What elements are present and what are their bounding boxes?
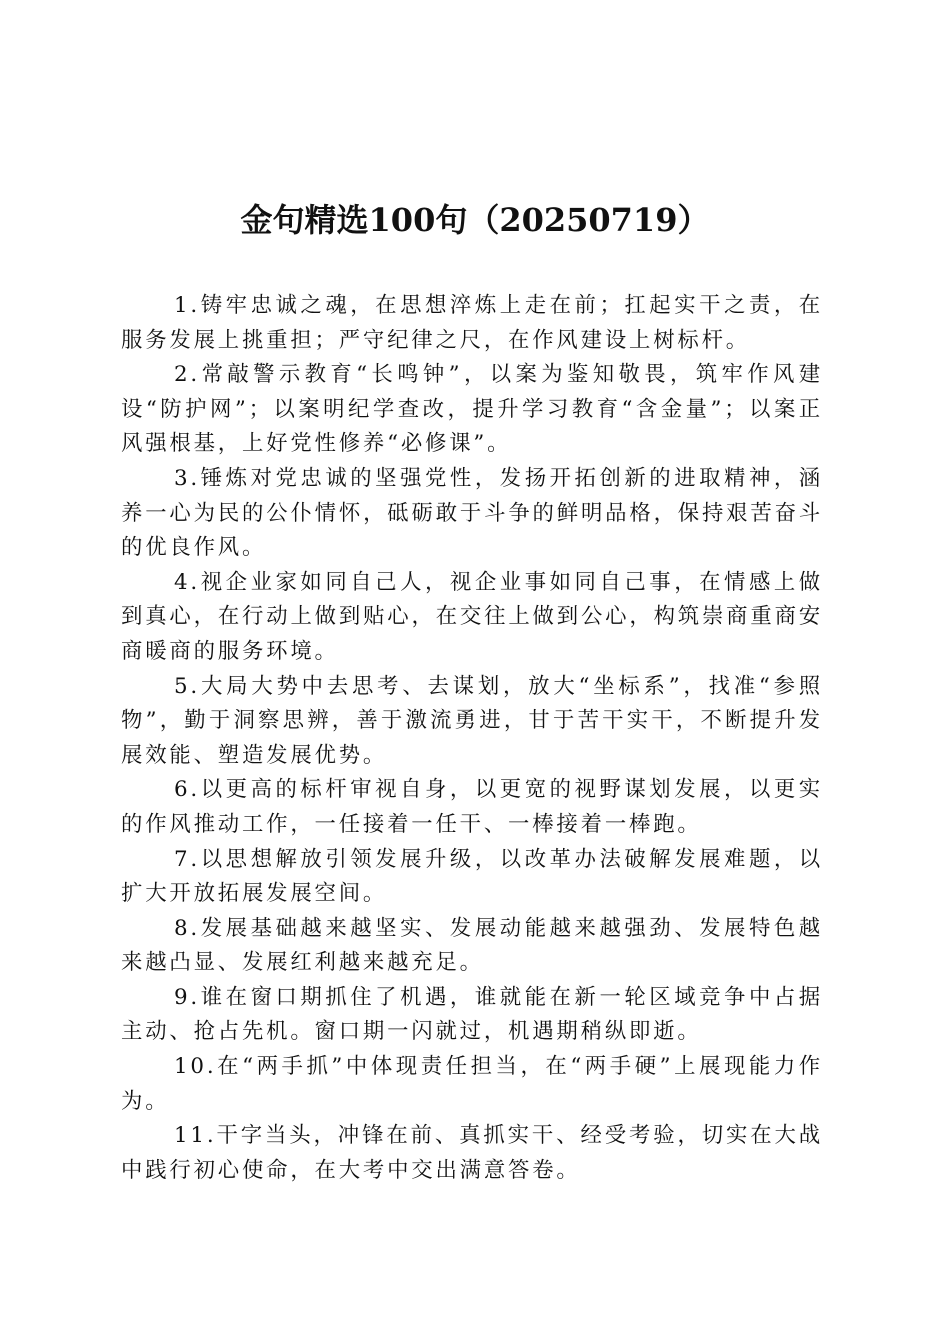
document-body (121, 289, 823, 1188)
quote-paragraph-8: 8.发展基础越来越坚实、发展动能越来越强劲、发展特色越来越凸显、发展红利越来越充足。 (121, 915, 823, 976)
quote-paragraph-3: 3.锤炼对党忠诚的坚强党性，发扬开拓创新的进取精神，涵养一心为民的公仆情怀，砥砺敢于斗争的鲜明品格，保持艰苦奋斗的优良作风。 (121, 465, 823, 561)
document-title: 金句精选100句（20250719） (240, 201, 710, 239)
quote-paragraph-6: 6.以更高的标杆审视自身，以更宽的视野谋划发展，以更实的作风推动工作，一任接着一任干、一棒接着一棒跑。 (121, 777, 823, 837)
quote-paragraph-1: 1.铸牢忠诚之魂，在思想淬炼上走在前；扛起实干之责，在服务发展上挑重担；严守纪律之尺，在作风建设上树标杆。 (121, 293, 823, 353)
quote-paragraph-10: 10.在“两手抓”中体现责任担当，在“两手硬”上展现能力作为。 (121, 1054, 823, 1114)
quote-paragraph-9: 9.谁在窗口期抓住了机遇，谁就能在新一轮区域竞争中占据主动、抢占先机。窗口期一闪就过，机遇期稍纵即逝。 (121, 984, 823, 1045)
quote-paragraph-11: 11.干字当头，冲锋在前、真抓实干、经受考验，切实在大战中践行初心使命，在大考中交出满意答卷。 (121, 1123, 823, 1183)
quote-paragraph-5: 5.大局大势中去思考、去谋划，放大“坐标系”，找准“参照物”，勤于洞察思辨，善于激流勇进，甘于苦干实干，不断提升发展效能、塑造发展优势。 (121, 673, 823, 768)
quote-paragraph-2: 2.常敲警示教育“长鸣钟”，以案为鉴知敬畏，筑牢作风建设“防护网”；以案明纪学查改，提升学习教育“含金量”；以案正风强根基，上好党性修养“必修课”。 (121, 362, 823, 457)
quote-paragraph-7: 7.以思想解放引领发展升级，以改革办法破解发展难题，以扩大开放拓展发展空间。 (121, 846, 823, 907)
quote-paragraph-4: 4.视企业家如同自己人，视企业事如同自己事，在情感上做到真心，在行动上做到贴心，在交往上做到公心，构筑崇商重商安商暖商的服务环境。 (121, 569, 823, 664)
